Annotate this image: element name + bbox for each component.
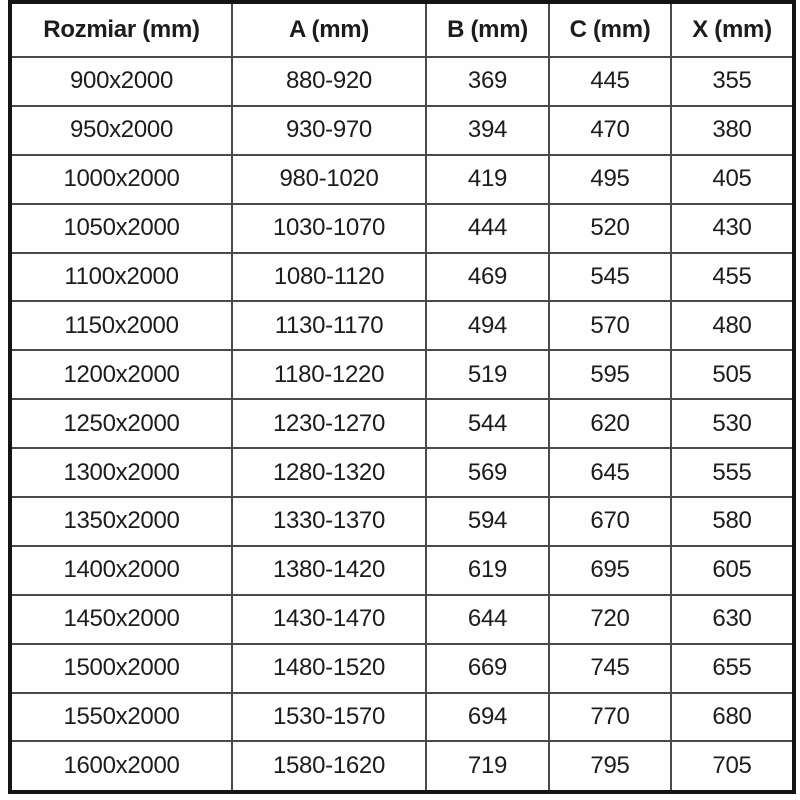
table-cell: 594 bbox=[426, 497, 549, 546]
table-row bbox=[10, 497, 794, 546]
table-cell: 1430-1470 bbox=[232, 595, 426, 644]
column-header-rozmiar: Rozmiar (mm) bbox=[10, 2, 232, 57]
table-cell: 950x2000 bbox=[10, 106, 232, 155]
table-row bbox=[10, 204, 794, 253]
table-cell: 655 bbox=[671, 644, 794, 693]
table-cell: 1100x2000 bbox=[10, 253, 232, 302]
table-row bbox=[10, 301, 794, 350]
table-cell: 480 bbox=[671, 301, 794, 350]
table-cell: 1380-1420 bbox=[232, 546, 426, 595]
table-row bbox=[10, 155, 794, 204]
table-cell: 570 bbox=[549, 301, 671, 350]
table-cell: 1200x2000 bbox=[10, 350, 232, 399]
table-cell: 680 bbox=[671, 693, 794, 742]
table-cell: 544 bbox=[426, 399, 549, 448]
table-cell: 1580-1620 bbox=[232, 741, 426, 792]
table-cell: 720 bbox=[549, 595, 671, 644]
table-cell: 705 bbox=[671, 741, 794, 792]
table-cell: 519 bbox=[426, 350, 549, 399]
table-cell: 1400x2000 bbox=[10, 546, 232, 595]
table-cell: 1300x2000 bbox=[10, 448, 232, 497]
table-row bbox=[10, 350, 794, 399]
table-cell: 980-1020 bbox=[232, 155, 426, 204]
table-cell: 445 bbox=[549, 57, 671, 106]
table-cell: 595 bbox=[549, 350, 671, 399]
table-body bbox=[10, 57, 794, 792]
table-cell: 745 bbox=[549, 644, 671, 693]
table-cell: 394 bbox=[426, 106, 549, 155]
table-row bbox=[10, 546, 794, 595]
table-row bbox=[10, 106, 794, 155]
table-cell: 694 bbox=[426, 693, 549, 742]
table-row bbox=[10, 57, 794, 106]
table-cell: 455 bbox=[671, 253, 794, 302]
header-row bbox=[10, 2, 794, 57]
table-cell: 569 bbox=[426, 448, 549, 497]
column-header-a: A (mm) bbox=[232, 2, 426, 57]
table-cell: 405 bbox=[671, 155, 794, 204]
table-cell: 1000x2000 bbox=[10, 155, 232, 204]
table-cell: 419 bbox=[426, 155, 549, 204]
table-row bbox=[10, 253, 794, 302]
table-cell: 669 bbox=[426, 644, 549, 693]
table-cell: 1280-1320 bbox=[232, 448, 426, 497]
table-cell: 545 bbox=[549, 253, 671, 302]
table-row bbox=[10, 399, 794, 448]
table-cell: 1250x2000 bbox=[10, 399, 232, 448]
table-cell: 1030-1070 bbox=[232, 204, 426, 253]
table-cell: 930-970 bbox=[232, 106, 426, 155]
table-cell: 1050x2000 bbox=[10, 204, 232, 253]
table-row bbox=[10, 595, 794, 644]
table-cell: 670 bbox=[549, 497, 671, 546]
table-cell: 505 bbox=[671, 350, 794, 399]
table-cell: 620 bbox=[549, 399, 671, 448]
table-cell: 369 bbox=[426, 57, 549, 106]
table-cell: 695 bbox=[549, 546, 671, 595]
table-cell: 580 bbox=[671, 497, 794, 546]
column-header-c: C (mm) bbox=[549, 2, 671, 57]
table-cell: 1230-1270 bbox=[232, 399, 426, 448]
table-cell: 470 bbox=[549, 106, 671, 155]
table-cell: 1330-1370 bbox=[232, 497, 426, 546]
table-cell: 495 bbox=[549, 155, 671, 204]
table-row bbox=[10, 693, 794, 742]
table-cell: 520 bbox=[549, 204, 671, 253]
table-cell: 1550x2000 bbox=[10, 693, 232, 742]
table-cell: 1080-1120 bbox=[232, 253, 426, 302]
table-cell: 469 bbox=[426, 253, 549, 302]
table-header bbox=[10, 2, 794, 57]
table-cell: 380 bbox=[671, 106, 794, 155]
table-row bbox=[10, 448, 794, 497]
table-cell: 555 bbox=[671, 448, 794, 497]
table-cell: 1350x2000 bbox=[10, 497, 232, 546]
size-table-container bbox=[8, 0, 796, 794]
table-cell: 430 bbox=[671, 204, 794, 253]
table-cell: 355 bbox=[671, 57, 794, 106]
size-table bbox=[8, 0, 796, 794]
table-cell: 1530-1570 bbox=[232, 693, 426, 742]
table-cell: 645 bbox=[549, 448, 671, 497]
table-cell: 795 bbox=[549, 741, 671, 792]
table-cell: 630 bbox=[671, 595, 794, 644]
table-cell: 770 bbox=[549, 693, 671, 742]
table-cell: 1150x2000 bbox=[10, 301, 232, 350]
table-cell: 1480-1520 bbox=[232, 644, 426, 693]
table-cell: 444 bbox=[426, 204, 549, 253]
table-cell: 1180-1220 bbox=[232, 350, 426, 399]
table-cell: 1130-1170 bbox=[232, 301, 426, 350]
table-cell: 880-920 bbox=[232, 57, 426, 106]
table-row bbox=[10, 644, 794, 693]
table-cell: 1450x2000 bbox=[10, 595, 232, 644]
table-cell: 605 bbox=[671, 546, 794, 595]
table-cell: 1600x2000 bbox=[10, 741, 232, 792]
table-cell: 530 bbox=[671, 399, 794, 448]
column-header-b: B (mm) bbox=[426, 2, 549, 57]
table-cell: 494 bbox=[426, 301, 549, 350]
table-cell: 900x2000 bbox=[10, 57, 232, 106]
column-header-x: X (mm) bbox=[671, 2, 794, 57]
table-cell: 1500x2000 bbox=[10, 644, 232, 693]
table-row bbox=[10, 741, 794, 792]
table-cell: 619 bbox=[426, 546, 549, 595]
table-cell: 719 bbox=[426, 741, 549, 792]
table-cell: 644 bbox=[426, 595, 549, 644]
